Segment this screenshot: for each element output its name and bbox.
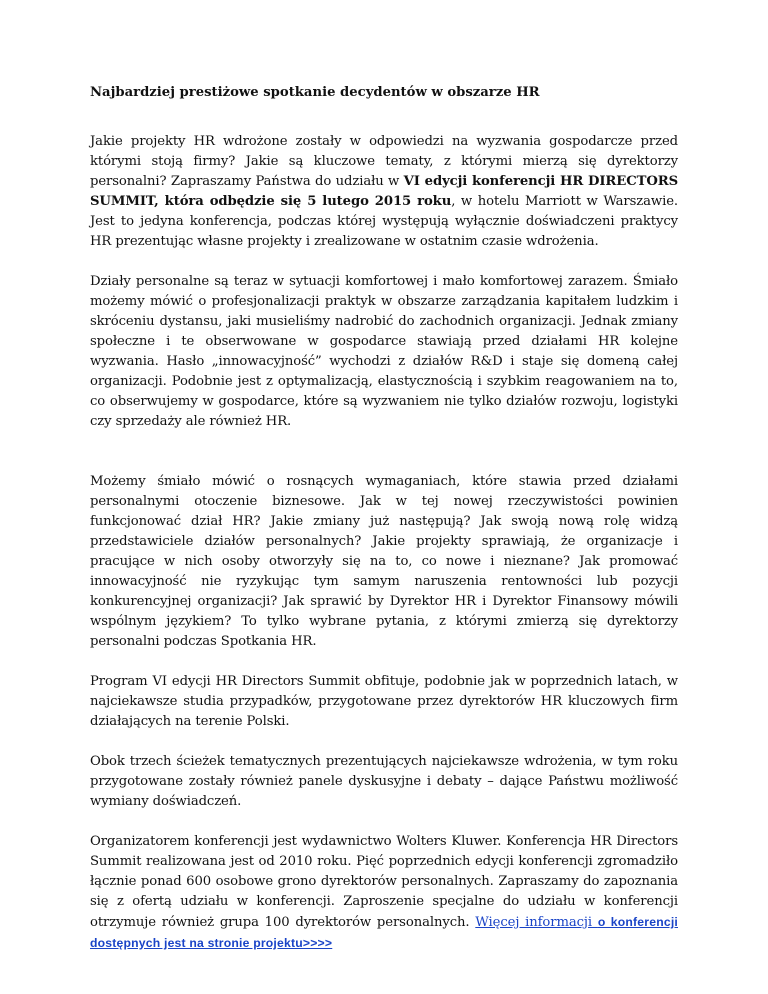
more-info-link-text[interactable]: Więcej informacji	[475, 915, 598, 930]
paragraph-hr-departments: Działy personalne są teraz w sytuacji komfortowej i mało komfortowej zarazem. Śmiało możemy mówić o profesjonalizacji praktyk w obszarze zarządzania kapitałem ludzkim i skróceniu dystansu, jaki musieliśmy nadrobić do zachodnich organizacji. Jednak zmiany społeczne i te obserwowane w gospodarce stawiają przed działami HR kolejne wyzwania. Hasło „innowacyjność” wychodzi z działów R&D i staje się domeną całej organizacji. Podobnie jest z optymalizacją, elastycznością i szybkim reagowaniem na to, co obserwujemy w gospodarce, które są wyzwaniem nie tylko działów rozwoju, logistyki czy sprzedaży ale również HR.	[90, 274, 678, 429]
paragraph-intro-bold: VI edycji konferencji HR DIRECTORS SUMMIT, która odbędzie się 5 lutego 2015 roku	[90, 174, 678, 209]
paragraph-intro-text-b: , w hotelu Marriott w Warszawie. Jest to jedyna konferencja, podczas której występują wyłącznie doświadczeni praktycy HR prezentując własne projekty i zrealizowane w ostatnim czasie wdrożenia.	[90, 194, 678, 249]
paragraph-questions: Możemy śmiało mówić o rosnących wymaganiach, które stawia przed działami personalnymi otoczenie biznesowe. Jak w tej nowej rzeczywistości powinien funkcjonować dział HR? Jakie zmiany już następują? Jak swoją nową rolę widzą przedstawiciele działów personalnych? Jakie projekty sprawiają, że organizacje i pracujące w nich osoby otworzyły się na to, co nowe i nieznane? Jak promować innowacyjność nie ryzykując tym samym naruszenia rentowności lub pozycji konkurencyjnej organizacji? Jak sprawić by Dyrektor HR i Dyrektor Finansowy mówili wspólnym językiem? To tylko wybrane pytania, z którymi zmierzą się dyrektorzy personalni podczas Spotkania HR.	[90, 474, 678, 649]
document-page	[90, 83, 678, 974]
paragraph-organizer-text: Organizatorem konferencji jest wydawnictwo Wolters Kluwer. Konferencja HR Directors Summit realizowana jest od 2010 roku. Pięć poprzednich edycji konferencji zgromadziło łącznie ponad 600 osobowe grono dyrektorów personalnych. Zapraszamy do zapoznania się z ofertą udziału w konferencji. Zaproszenie specjalne do udziału w konferencji otrzymuje również grupa 100 dyrektorów personalnych.	[90, 834, 678, 930]
more-info-link-bold-text[interactable]: o konferencji dostępnych jest na stronie projektu>>>>	[90, 915, 678, 950]
paragraph-organizer	[90, 832, 678, 954]
paragraph-intro-text-a: Jakie projekty HR wdrożone zostały w odpowiedzi na wyzwania gospodarcze przed którymi stoją firmy? Jakie są kluczowe tematy, z którymi mierzą się dyrektorzy personalni? Zapraszamy Państwa do udziału w	[90, 134, 678, 189]
paragraph-tracks: Obok trzech ścieżek tematycznych prezentujących najciekawsze wdrożenia, w tym roku przygotowane zostały również panele dyskusyjne i debaty – dające Państwu możliwość wymiany doświadczeń.	[90, 754, 678, 809]
paragraph-program: Program VI edycji HR Directors Summit obfituje, podobnie jak w poprzednich latach, w najciekawsze studia przypadków, przygotowane przez dyrektorów HR kluczowych firm działających na terenie Polski.	[90, 674, 678, 729]
document-title: Najbardziej prestiżowe spotkanie decydentów w obszarze HR	[90, 85, 540, 100]
paragraph-intro	[90, 132, 678, 252]
